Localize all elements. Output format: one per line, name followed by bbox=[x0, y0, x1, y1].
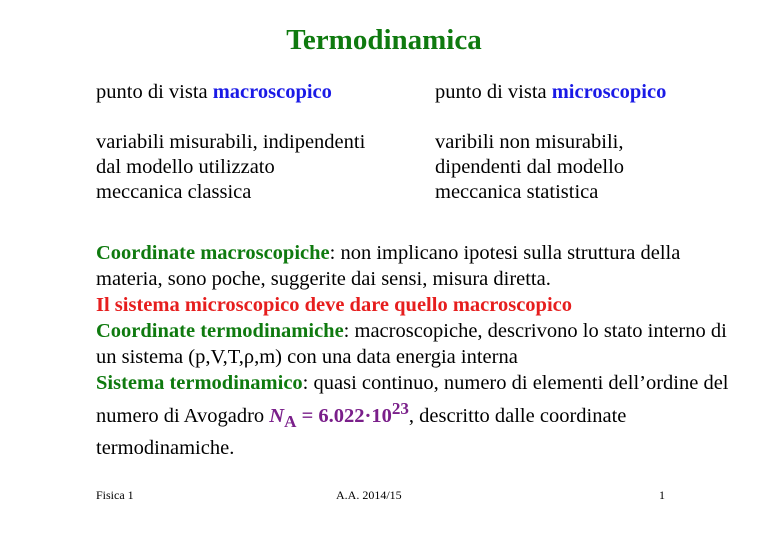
avogadro-subscript: A bbox=[284, 411, 297, 431]
footer-year: A.A. 2014/15 bbox=[336, 488, 402, 502]
slide-title: Termodinamica bbox=[286, 24, 482, 56]
micro-column bbox=[435, 80, 666, 205]
avogadro-symbol: N bbox=[269, 404, 285, 427]
micro-line-1: varibili non misurabili, bbox=[435, 131, 624, 153]
macro-heading bbox=[96, 80, 365, 105]
macro-keyword: macroscopico bbox=[212, 81, 332, 103]
coord-termo-term: Coordinate termodinamiche bbox=[96, 320, 344, 342]
sistema-text: : quasi continuo, numero di elementi dell’ordine del numero di Avogadro bbox=[96, 372, 729, 427]
macro-heading-prefix: punto di vista bbox=[96, 81, 213, 103]
micro-line-3: meccanica statistica bbox=[435, 181, 599, 203]
micro-keyword: microscopico bbox=[551, 81, 667, 103]
footer-page-number: 1 bbox=[659, 488, 665, 502]
macro-line-2: dal modello utilizzato bbox=[96, 156, 275, 178]
avogadro-number bbox=[269, 399, 409, 431]
coord-macro-definition bbox=[96, 240, 746, 292]
micro-line-2: dipendenti dal modello bbox=[435, 156, 625, 178]
sistema-term: Sistema termodinamico bbox=[96, 372, 303, 394]
avogadro-value: = 6.022·10 bbox=[296, 404, 392, 427]
definitions-paragraph bbox=[96, 240, 746, 461]
coord-macro-term: Coordinate macroscopiche bbox=[96, 242, 330, 264]
macro-line-3: meccanica classica bbox=[96, 181, 252, 203]
macro-column bbox=[96, 80, 365, 205]
footer-course: Fisica 1 bbox=[96, 488, 134, 502]
coord-termo-definition bbox=[96, 318, 746, 370]
sistema-end: , descritto dalle coordinate termodinamiche. bbox=[96, 404, 627, 459]
micro-heading-prefix: punto di vista bbox=[435, 81, 552, 103]
avogadro-exponent: 23 bbox=[391, 399, 409, 418]
red-statement: Il sistema microscopico deve dare quello macroscopico bbox=[96, 294, 572, 316]
sistema-definition bbox=[96, 370, 746, 461]
coord-termo-text: : macroscopiche, descrivono lo stato interno di un sistema (p,V,T,ρ,m) con una data energia interna bbox=[96, 320, 727, 368]
coord-macro-text: : non implicano ipotesi sulla struttura della materia, sono poche, suggerite dai sensi, misura diretta. bbox=[96, 242, 681, 290]
macro-line-1: variabili misurabili, indipendenti bbox=[96, 131, 366, 153]
micro-heading bbox=[435, 80, 666, 105]
